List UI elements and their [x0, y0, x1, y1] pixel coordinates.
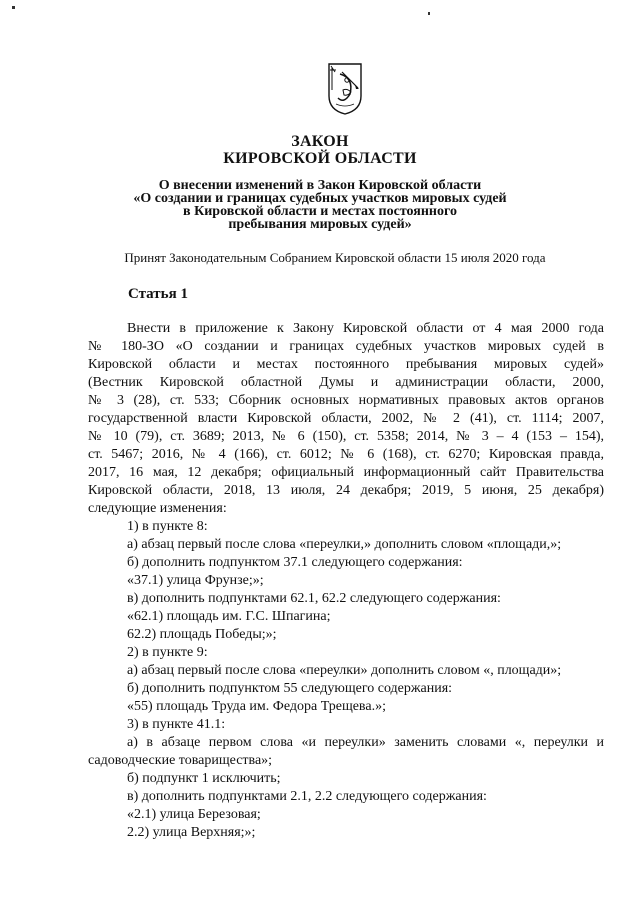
document-title: [0, 133, 640, 167]
subtitle-line: О внесении изменений в Закон Кировской области: [158, 178, 482, 193]
body-line: в) дополнить подпунктами 62.1, 62.2 следующего содержания:: [127, 591, 501, 606]
subtitle-line: в Кировской области и местах постоянного: [183, 204, 457, 219]
body-line: б) дополнить подпунктом 37.1 следующего содержания:: [127, 555, 463, 570]
body-line: 2) в пункте 9:: [127, 645, 208, 660]
scan-speck-left: [12, 6, 15, 9]
body-line: а) абзац первый после слова «переулки» дополнить словом «, площади»;: [127, 663, 562, 678]
body-line: (Вестник Кировской областной Думы и администрации области, 2000,: [88, 375, 604, 390]
scan-speck-right: [428, 12, 430, 15]
body-line: следующие изменения:: [88, 501, 227, 516]
body-line: а) в абзаце первом слова «и переулки» заменить словами «, переулки и: [127, 735, 604, 750]
body-line: 2017, 16 мая, 12 декабря; официальный информационный сайт Правительства: [88, 465, 604, 480]
subtitle-line: пребывания мировых судей»: [228, 217, 412, 232]
body-line: 1) в пункте 8:: [127, 519, 208, 534]
article-heading: Статья 1: [128, 286, 188, 302]
body-line: 2.2) улица Верхняя;»;: [127, 825, 256, 840]
body-line: б) подпункт 1 исключить;: [127, 771, 281, 786]
body-line: «37.1) улица Фрунзе;»;: [127, 573, 264, 588]
body-line: садоводческие товарищества»;: [88, 753, 273, 768]
title-line-1: ЗАКОН: [291, 133, 349, 150]
body-line: № 3 (28), ст. 533; Сборник основных нормативных правовых актов органов: [88, 393, 604, 408]
body-line: № 180-ЗО «О создании и границах судебных участков мировых судей в: [88, 339, 604, 354]
document-subtitle: [0, 179, 640, 231]
title-line-2: КИРОВСКОЙ ОБЛАСТИ: [223, 150, 417, 167]
body-line: 3) в пункте 41.1:: [127, 717, 226, 732]
body-line: «55) площадь Труда им. Федора Трещева.»;: [127, 699, 386, 714]
coat-of-arms-icon: [326, 60, 364, 116]
body-line: государственной власти Кировской области, 2002, № 2 (41), ст. 1114; 2007,: [88, 411, 604, 426]
article-body: [88, 320, 604, 842]
body-line: «2.1) улица Березовая;: [127, 807, 261, 822]
body-line: Кировской области, 2018, 13 июля, 24 декабря; 2019, 5 июня, 25 декабря): [88, 483, 604, 498]
body-line: Внести в приложение к Закону Кировской области от 4 мая 2000 года: [127, 321, 604, 336]
adoption-note: Принят Законодательным Собранием Кировской области 15 июля 2020 года: [124, 250, 546, 265]
subtitle-line: «О создании и границах судебных участков мировых судей: [133, 191, 507, 206]
body-line: б) дополнить подпунктом 55 следующего содержания:: [127, 681, 453, 696]
body-line: Кировской области и местах постоянного пребывания мировых судей»: [88, 357, 604, 372]
body-line: а) абзац первый после слова «переулки,» дополнить словом «площади,»;: [127, 537, 562, 552]
body-line: «62.1) площадь им. Г.С. Шпагина;: [127, 609, 331, 624]
body-line: ст. 5467; 2016, № 4 (166), ст. 6012; № 6 (168), ст. 6270; Кировская правда,: [88, 447, 604, 462]
body-line: в) дополнить подпунктами 2.1, 2.2 следующего содержания:: [127, 789, 487, 804]
body-line: № 10 (79), ст. 3689; 2013, № 6 (150), ст. 5358; 2014, № 3 – 4 (153 – 154),: [88, 429, 604, 444]
body-line: 62.2) площадь Победы;»;: [127, 627, 277, 642]
